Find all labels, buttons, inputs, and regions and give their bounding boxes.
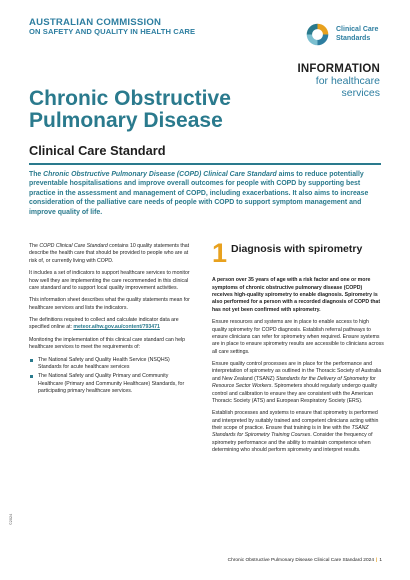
right-p2-prefix: Ensure quality control processes are in place for the performance and interpretation of spirometry as outlined in the Thoracic Society of Australia and New Zealand (TSANZ) bbox=[212, 361, 382, 382]
section-number: 1 bbox=[212, 238, 228, 268]
logo-text-line-1: Clinical Care bbox=[336, 26, 379, 34]
right-p3-italic: TSANZ Standards for Spirometry Training Courses bbox=[212, 425, 369, 439]
page-footer bbox=[228, 558, 382, 563]
right-p2-italic: Standards for the Delivery of Spirometry for Resource Sector Workers bbox=[212, 375, 376, 390]
standards-list bbox=[29, 357, 193, 396]
left-paragraph-3: This information sheet describes what the quality statements mean for healthcare services and lists the indicators. bbox=[29, 297, 190, 311]
intro-prefix: The bbox=[29, 171, 44, 178]
logo-text-line-2: Standards bbox=[336, 34, 371, 42]
logo-icon bbox=[304, 21, 331, 48]
section-title: Diagnosis with spirometry bbox=[231, 243, 363, 255]
org-line-2: ON SAFETY AND QUALITY IN HEALTH CARE bbox=[29, 27, 196, 37]
left-column bbox=[29, 243, 193, 397]
intro-standard-name: Chronic Obstructive Pulmonary Disease (COPD) Clinical Care Standard bbox=[43, 171, 277, 178]
org-line-1: AUSTRALIAN COMMISSION bbox=[29, 17, 162, 28]
left-paragraph-5: Monitoring the implementation of this clinical care standard can help healthcare services to meet the requirements of: bbox=[29, 336, 185, 351]
right-paragraph-1: Ensure resources and systems are in place to enable access to high quality spirometry for COPD diagnosis. Establish referral pathways to ensure clinicians can refer for spirometry when required. Ensure systems are in place to ensure spirometry results are accessible to clinicians across all care settings. bbox=[212, 319, 384, 355]
page-subtitle: Clinical Care Standard bbox=[29, 143, 166, 158]
footer-separator: | bbox=[375, 558, 378, 563]
left-paragraph-2: It includes a set of indicators to support healthcare services to monitor how well they are implementing the care recommended in this clinical care standard and to support local quality improvement activities. bbox=[29, 270, 190, 291]
list-item: The National Safety and Quality Primary and Community Healthcare (Primary and Community Healthcare) Standards, for participating primary healthcare services. bbox=[29, 373, 193, 395]
right-p2-rest: . Spirometers should regularly undergo quality control and calibration to ensure they are consistent with the American Thoracic Society (ATS) and European Respiratory Society (ERS). bbox=[212, 383, 378, 404]
clinical-care-standards-logo bbox=[304, 21, 378, 48]
info-line-3: services bbox=[341, 86, 380, 99]
intro-rest: aims to reduce potentially preventable hospitalisations and improve overall outcomes for people with COPD by supporting best practice in the assessment and management of COPD, including exacerbations. It also aims to increase consideration of the palliative care needs of people with COPD to support symptom management and improve quality of life. bbox=[29, 171, 369, 216]
left-paragraph-1 bbox=[29, 243, 193, 265]
information-label bbox=[298, 63, 380, 99]
intro-paragraph bbox=[29, 170, 381, 217]
left-p4-prefix: The definitions required to collect and calculate indicator data are specified online at: bbox=[29, 317, 179, 331]
info-line-1: INFORMATION bbox=[297, 63, 380, 75]
left-p1-prefix: The bbox=[29, 243, 40, 249]
right-paragraph-3 bbox=[212, 410, 384, 454]
left-paragraph-4 bbox=[29, 317, 193, 332]
page-number: 1 bbox=[379, 558, 382, 563]
section-heading bbox=[212, 238, 384, 268]
organisation-name bbox=[29, 17, 195, 37]
left-p1-italic: COPD Clinical Care Standard bbox=[39, 243, 108, 249]
page-title: Chronic Obstructive Pulmonary Disease bbox=[29, 87, 231, 133]
left-p1-rest: contains 10 quality statements that describe the health care that should be provided to people who are at risk of, or currently living with COPD. bbox=[29, 243, 190, 264]
info-line-2: for healthcare bbox=[315, 74, 380, 87]
right-column bbox=[212, 238, 384, 460]
divider bbox=[29, 163, 381, 165]
right-paragraph-2 bbox=[212, 361, 384, 405]
list-item: The National Safety and Quality Health Service (NSQHS) Standards for acute healthcare services bbox=[29, 357, 193, 372]
meteor-link[interactable]: meteor.aihw.gov.au/content/793471 bbox=[73, 324, 160, 331]
quality-statement: A person over 35 years of age with a risk factor and one or more symptoms of chronic obstructive pulmonary disease (COPD) receives high-quality spirometry to enable diagnosis. Spirometry is also performed for a person with a recorded diagnosis of COPD that has not yet been confirmed with spirometry. bbox=[212, 277, 381, 313]
right-p3-rest: . Consider the frequency of spirometry performance and the ability to maintain competence when determining who should perform spirometry and interpret results. bbox=[212, 432, 373, 454]
footer-text: Chronic Obstructive Pulmonary Disease Clinical Care Standard 2024 bbox=[227, 558, 374, 563]
copyright-code: ©2024 bbox=[9, 513, 13, 525]
right-p3-prefix: Establish processes and systems to ensure that spirometry is performed and interpreted by suitably trained and competent clinicians acting within their scope of practice. Ensure that training is in line with the bbox=[212, 410, 379, 432]
